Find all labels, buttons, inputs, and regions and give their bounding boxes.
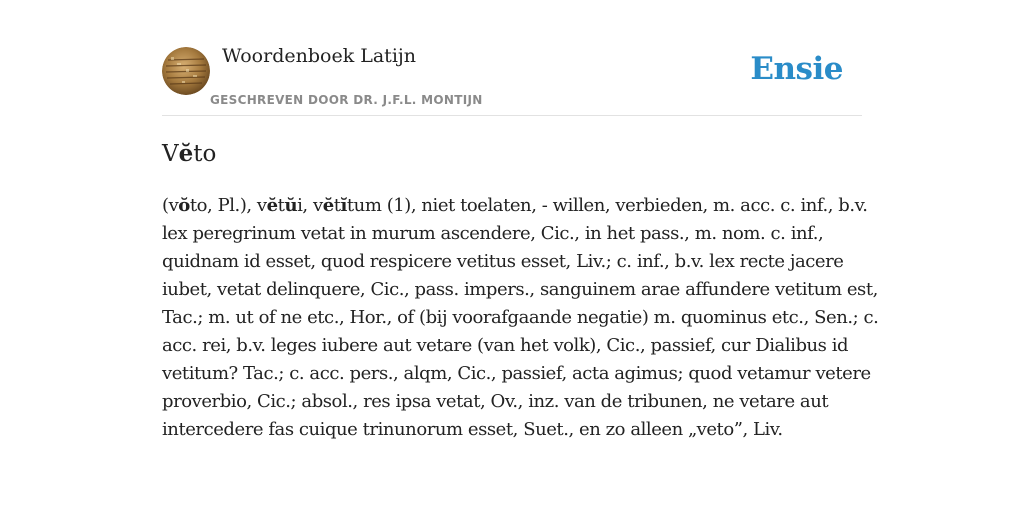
source-header <box>162 45 862 116</box>
definition-text: tum (1), niet toelaten, - willen, verbieden, m. acc. c. inf., b.v. <box>346 195 868 216</box>
definition-line: vetitum? Tac.; c. acc. pers., alqm, Cic., passief, acta agimus; quod vetamur vetere <box>162 363 871 384</box>
definition-line: intercedere fas cuique trinunorum esset, Suet., en zo alleen „veto”, Liv. <box>162 419 783 440</box>
book-cover-icon[interactable] <box>162 47 210 95</box>
entry-title-accent: ĕ <box>178 140 194 167</box>
definition-text: to, Pl.), v <box>189 195 267 216</box>
definition-text: t <box>277 195 285 216</box>
entry-definition <box>162 192 879 444</box>
ensie-logo-link[interactable]: Ensie <box>750 51 843 87</box>
entry-title-text: to <box>193 141 217 167</box>
definition-line <box>162 192 867 220</box>
definition-line: iubet, vetat delinquere, Cic., pass. impers., sanguinem arae affundere vetitum est, <box>162 279 878 300</box>
definition-text: (v <box>162 195 179 216</box>
definition-accent: ŏ <box>178 195 190 216</box>
book-author: GESCHREVEN DOOR DR. J.F.L. MONTIJN <box>210 93 483 107</box>
definition-accent: ĕ <box>322 195 334 216</box>
entry-title-text: V <box>162 141 179 167</box>
definition-accent: ĕ <box>266 195 278 216</box>
definition-accent: ĭ <box>340 195 347 216</box>
definition-line: lex peregrinum vetat in murum ascendere, Cic., in het pass., m. nom. c. inf., <box>162 223 824 244</box>
definition-line: proverbio, Cic.; absol., res ipsa vetat, Ov., inz. van de tribunen, ne vetare aut <box>162 391 829 412</box>
definition-line: acc. rei, b.v. leges iubere aut vetare (van het volk), Cic., passief, cur Dialibus id <box>162 335 849 356</box>
entry-title <box>162 140 216 167</box>
definition-accent: ŭ <box>284 195 298 216</box>
definition-text: i, v <box>297 195 323 216</box>
definition-line: quidnam id esset, quod respicere vetitus esset, Liv.; c. inf., b.v. lex recte jacere <box>162 251 844 272</box>
definition-line: Tac.; m. ut of ne etc., Hor., of (bij voorafgaande negatie) m. quominus etc., Sen.; c. <box>162 307 879 328</box>
definition-text: t <box>333 195 341 216</box>
book-title[interactable]: Woordenboek Latijn <box>222 45 417 67</box>
